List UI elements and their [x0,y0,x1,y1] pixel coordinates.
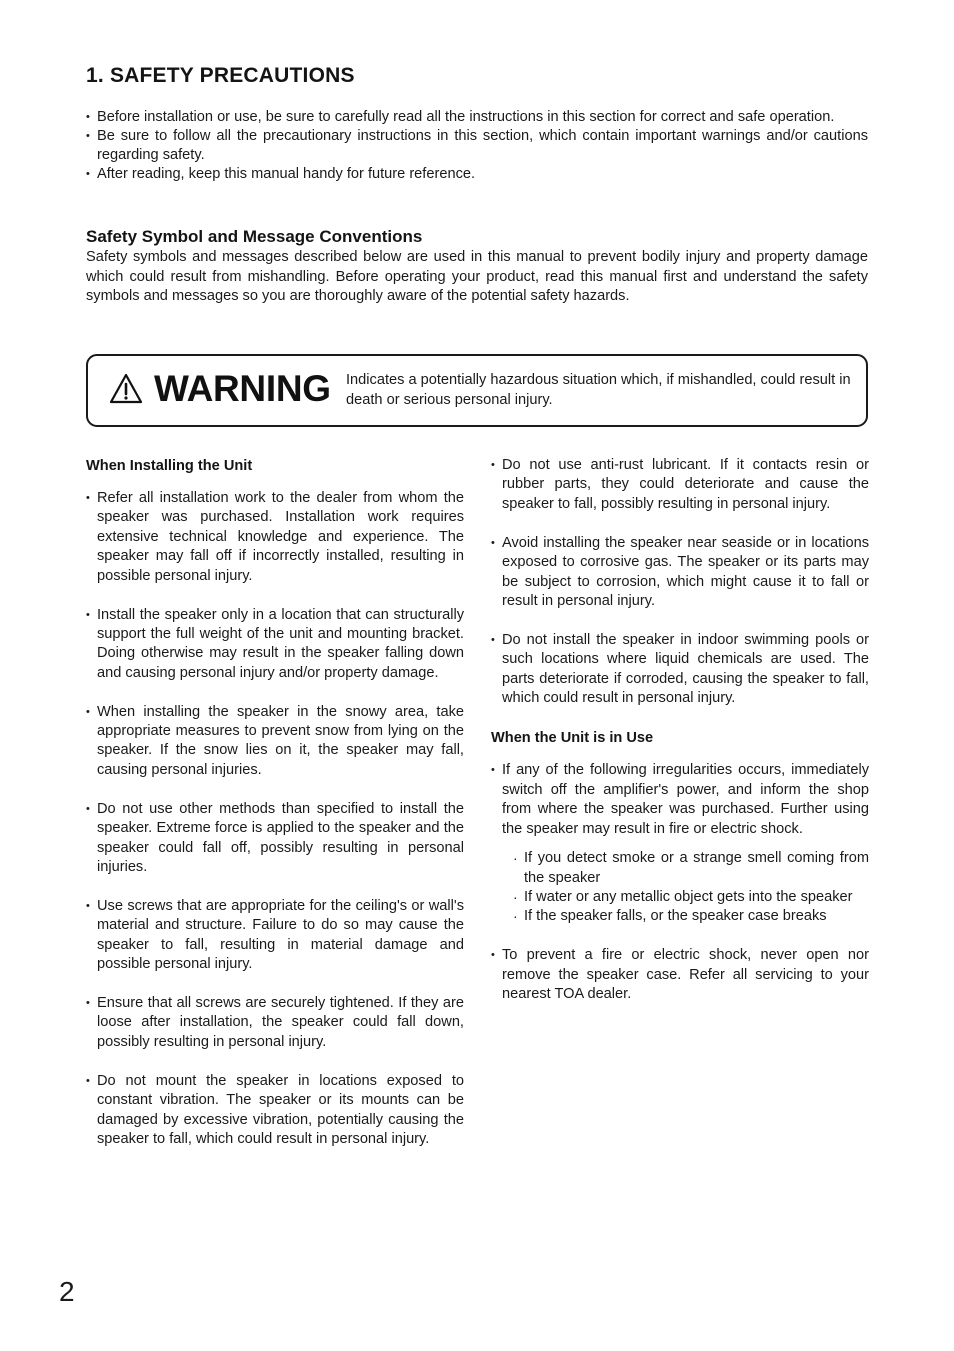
left-column [86,456,464,1149]
list-item: • When installing the speaker in the snowy area, take appropriate measures to prevent snow from lying on the speaker. If the snow lies on it, the speaker may fall, causing personal injuries. [86,703,464,781]
list-item: • Avoid installing the speaker near seaside or in locations exposed to corrosive gas. The speaker or its parts may be subject to corrosion, which might cause it to fall or result in personal injury. [491,534,869,612]
in-use-heading: When the Unit is in Use [491,730,654,747]
sub-list-item: · If you detect smoke or a strange smell coming from the speaker [513,849,869,888]
warning-triangle-icon [109,373,143,405]
list-item-text: If any of the following irregularities occurs, immediately switch off the amplifier's power, and inform the shop from where the speaker was purchased. Further using the speaker may result in fire or electric shock. [502,762,869,837]
list-item [491,761,869,926]
list-item: • Do not install the speaker in indoor swimming pools or such locations where liquid chemicals are used. The parts deteriorate if corroded, causing the speaker to fall, which could result in personal injury. [491,631,869,709]
sub-list-item: · If the speaker falls, or the speaker case breaks [513,907,869,926]
page-number: 2 [59,1276,75,1307]
section-title: 1. SAFETY PRECAUTIONS [86,64,355,87]
installing-heading: When Installing the Unit [86,458,253,474]
list-item: • Use screws that are appropriate for the ceiling's or wall's material and structure. Failure to do so may cause the speaker to fall, resulting in material damage and possible personal injury. [86,897,464,975]
warning-box [86,354,868,427]
list-item: • To prevent a fire or electric shock, never open nor remove the speaker case. Refer all servicing to your nearest TOA dealer. [491,946,869,1004]
sub-list-item: · If water or any metallic object gets into the speaker [513,888,869,907]
installing-list-continued [491,456,869,708]
conventions-heading: Safety Symbol and Message Conventions [86,227,423,246]
intro-bullet: • After reading, keep this manual handy for future reference. [86,165,868,184]
irregularities-list [513,849,869,927]
list-item: • Install the speaker only in a location that can structurally support the full weight of the unit and mounting bracket. Doing otherwise may result in the speaker falling down and causing personal injury and/or property damage. [86,606,464,684]
intro-bullet: • Be sure to follow all the precautionary instructions in this section, which contain important warnings and/or cautions regarding safety. [86,127,868,165]
list-item: • Ensure that all screws are securely tightened. If they are loose after installation, the speaker could fall down, possibly resulting in personal injury. [86,994,464,1052]
warning-label: WARNING [154,368,331,409]
in-use-list [491,761,869,1004]
right-column [491,456,869,1004]
intro-bullet-list [86,108,868,184]
intro-bullet: • Before installation or use, be sure to carefully read all the instructions in this section for correct and safe operation. [86,108,868,127]
list-item: • Do not mount the speaker in locations exposed to constant vibration. The speaker or its mounts can be damaged by excessive vibration, potentially causing the speaker to fall, which could result in personal injury. [86,1072,464,1150]
installing-list [86,489,464,1149]
list-item: • Do not use other methods than specified to install the speaker. Extreme force is applied to the speaker and the speaker could fall off, possibly resulting in personal injuries. [86,800,464,878]
conventions-paragraph: Safety symbols and messages described below are used in this manual to prevent bodily injury and property damage which could result from mishandling. Before operating your product, read this manual first and understand the safety symbols and messages so you are thoroughly aware of the potential safety hazards. [86,249,868,304]
list-item: • Refer all installation work to the dealer from whom the speaker was purchased. Installation work requires extensive technical knowledge and experience. The speaker may fall off if incorrectly installed, resulting in possible personal injury. [86,489,464,586]
warning-description: Indicates a potentially hazardous situation which, if mishandled, could result in death or serious personal injury. [346,372,851,408]
list-item: • Do not use anti-rust lubricant. If it contacts resin or rubber parts, they could deteriorate and cause the speaker to fall, possibly resulting in personal injury. [491,456,869,514]
